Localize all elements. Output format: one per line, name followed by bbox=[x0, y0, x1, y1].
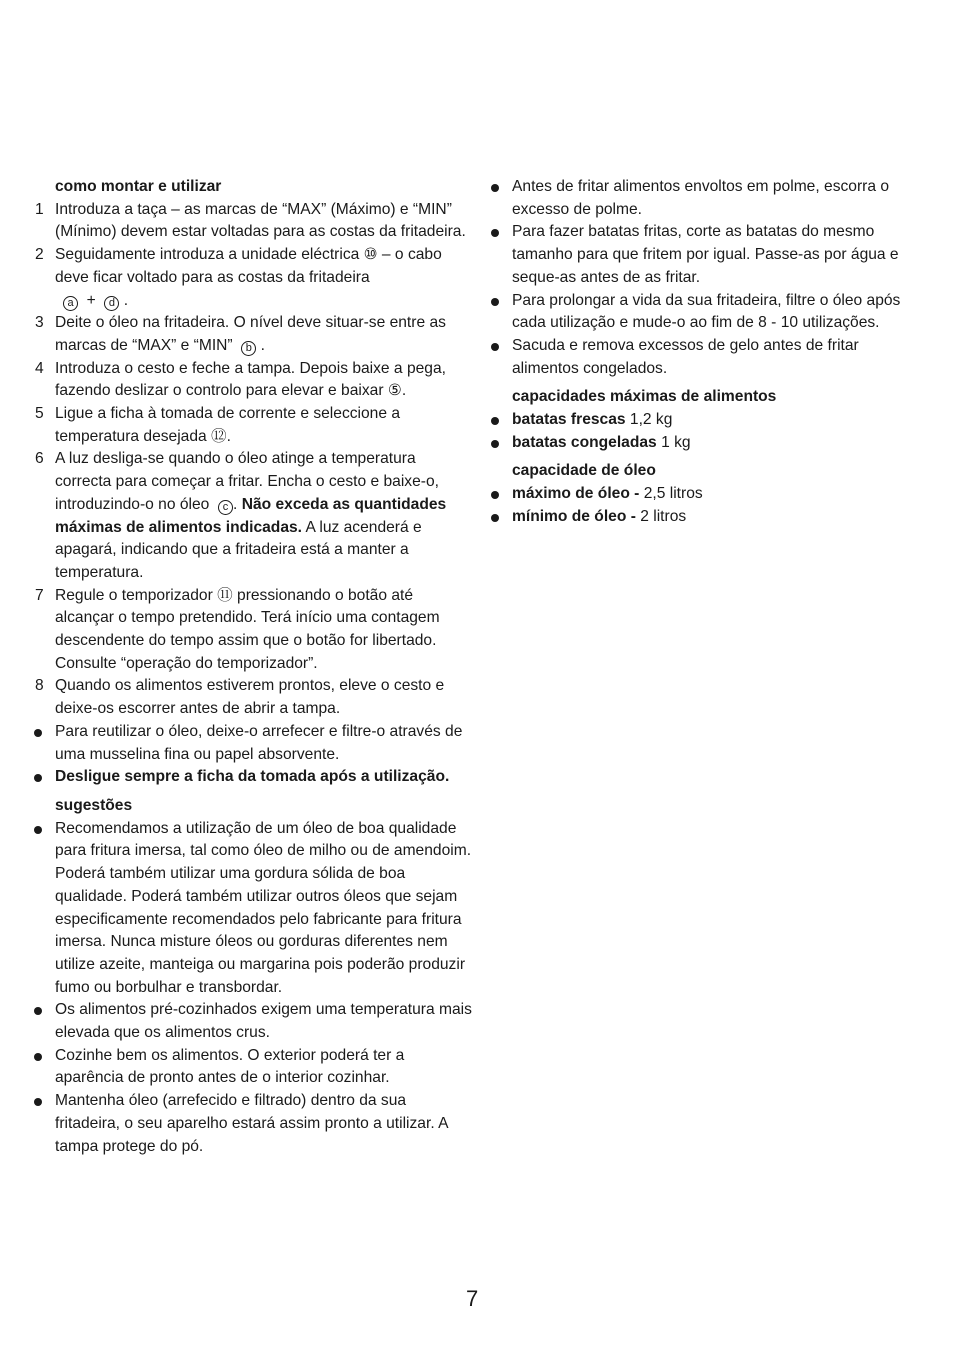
step-text: Introduza o cesto e feche a tampa. Depois baixe a pega, fazendo deslizar o controlo para elevar e baixar ⑤. bbox=[55, 359, 446, 400]
bullet-icon bbox=[34, 729, 42, 737]
list-item bbox=[490, 335, 922, 380]
bullet-text: Para fazer batatas fritas, corte as batatas do mesmo tamanho para que fritem por igual. Passe-as por água e seque-as antes de as fritar. bbox=[512, 223, 899, 286]
bullet-icon bbox=[491, 440, 499, 448]
bullet-text-warning: Desligue sempre a ficha da tomada após a utilização. bbox=[55, 768, 450, 786]
step-number: 1 bbox=[35, 200, 44, 218]
section-heading-assembly: como montar e utilizar bbox=[55, 178, 222, 195]
section-heading-tips: sugestões bbox=[55, 796, 133, 814]
oil-label: mínimo de óleo - bbox=[512, 507, 636, 525]
oil-capacity-list bbox=[490, 483, 922, 528]
oil-value: 2,5 litros bbox=[643, 485, 703, 503]
page-number: 7 bbox=[466, 1286, 479, 1311]
bullet-icon bbox=[491, 514, 499, 522]
tips-bullets-continued bbox=[490, 176, 922, 380]
section-heading-oil-capacity: capacidade de óleo bbox=[512, 462, 656, 480]
step-number: 5 bbox=[35, 405, 44, 423]
bullet-icon bbox=[491, 229, 499, 237]
list-item bbox=[33, 1045, 473, 1090]
list-item bbox=[33, 999, 473, 1044]
bullet-icon bbox=[34, 1053, 42, 1061]
step-2-symbols bbox=[33, 290, 473, 313]
tips-bullets bbox=[33, 818, 473, 1159]
step-7 bbox=[33, 585, 473, 676]
step-text: Regule o temporizador ⑪ pressionando o botão até alcançar o tempo pretendido. Terá início uma contagem descendente do tempo assim que o botão for libertado. Consulte “operação do temporizador”. bbox=[55, 586, 440, 672]
step-warning: Não exceda as quantidades máximas de alimentos indicadas. bbox=[55, 495, 447, 536]
step-text: Ligue a ficha à tomada de corrente e seleccione a temperatura desejada ⑫. bbox=[55, 405, 401, 445]
bullet-text: Para reutilizar o óleo, deixe-o arrefecer e filtre-o através de uma musselina fina ou papel absorvente. bbox=[55, 722, 463, 763]
bullet-icon bbox=[34, 774, 42, 782]
circled-d-icon: d bbox=[104, 296, 119, 311]
step-number: 2 bbox=[35, 246, 44, 264]
step-text: Quando os alimentos estiverem prontos, eleve o cesto e deixe-os escorrer antes de abrir a tampa. bbox=[55, 677, 445, 718]
step-number: 7 bbox=[35, 586, 44, 604]
bullet-text: Mantenha óleo (arrefecido e filtrado) dentro da sua fritadeira, o seu aparelho estará assim pronto a utilizar. A tampa protege do pó. bbox=[55, 1092, 448, 1155]
list-item bbox=[490, 176, 922, 221]
bullet-text: Cozinhe bem os alimentos. O exterior poderá ter a aparência de pronto antes de o interior cozinhar. bbox=[55, 1046, 405, 1087]
right-column bbox=[490, 176, 922, 529]
list-item bbox=[33, 766, 473, 789]
step-text: Seguidamente introduza a unidade eléctrica ⑩ – o cabo deve ficar voltado para as costas da fritadeira bbox=[55, 246, 442, 286]
list-item bbox=[490, 506, 922, 529]
capacity-label: batatas frescas bbox=[512, 411, 626, 429]
step-text-post: A luz acenderá e apagará, indicando que a fritadeira está a manter a temperatura. bbox=[55, 518, 422, 581]
list-item bbox=[33, 818, 473, 1000]
step-number: 3 bbox=[35, 314, 44, 332]
bullet-text: Sacuda e remova excessos de gelo antes de fritar alimentos congelados. bbox=[512, 336, 859, 377]
list-item bbox=[490, 409, 922, 432]
step-number: 6 bbox=[35, 450, 44, 468]
step-dot: . bbox=[233, 495, 238, 513]
circled-a-icon: a bbox=[63, 296, 78, 311]
circled-b-icon: b bbox=[241, 341, 256, 356]
step-4 bbox=[33, 358, 473, 403]
step-tail: . bbox=[123, 291, 129, 309]
food-capacity-list bbox=[490, 409, 922, 454]
bullet-text: Para prolongar a vida da sua fritadeira, filtre o óleo após cada utilização e mude-o ao fim de 8 - 10 utilizações. bbox=[512, 291, 901, 332]
list-item bbox=[490, 290, 922, 335]
step-number: 8 bbox=[35, 677, 44, 695]
step-5 bbox=[33, 403, 473, 448]
bullet-icon bbox=[34, 826, 42, 834]
plus-sign: + bbox=[86, 291, 96, 309]
bullet-icon bbox=[491, 343, 499, 351]
step-text: A luz desliga-se quando o óleo atinge a temperatura correcta para começar a fritar. Encha o cesto e baixe-o, introduzindo-o no óleo bbox=[55, 450, 439, 513]
capacity-value: 1,2 kg bbox=[629, 411, 673, 429]
step-8 bbox=[33, 675, 473, 720]
bullet-icon bbox=[491, 298, 499, 306]
list-item bbox=[33, 721, 473, 766]
bullet-text: Antes de fritar alimentos envoltos em polme, escorra o excesso de polme. bbox=[512, 178, 890, 218]
list-item bbox=[490, 483, 922, 506]
capacity-label: batatas congeladas bbox=[512, 433, 657, 451]
circled-c-icon: c bbox=[218, 500, 233, 515]
section-heading-food-capacity: capacidades máximas de alimentos bbox=[512, 388, 777, 406]
steps-list bbox=[33, 199, 473, 721]
oil-value: 2 litros bbox=[640, 507, 687, 525]
bullet-text: Os alimentos pré-cozinhados exigem uma temperatura mais elevada que os alimentos crus. bbox=[55, 1001, 472, 1042]
step-2 bbox=[33, 244, 473, 289]
bullet-icon bbox=[491, 184, 499, 192]
bullet-icon bbox=[491, 491, 499, 499]
bullet-icon bbox=[34, 1098, 42, 1106]
step-3 bbox=[33, 312, 473, 357]
bullet-text: Recomendamos a utilização de um óleo de boa qualidade para fritura imersa, tal como óleo de milho ou de amendoim. Poderá também utilizar uma gordura sólida de boa qualidade. Poderá também utilizar outros óleos que sejam especificamente recomendados pelo fabricante para fritura imersa. Nunca misture óleos ou gorduras diferentes nem utilize azeite, manteiga ou margarina pois poderão produzir fumo ou borbulhar e transbordar. bbox=[55, 819, 472, 996]
step-tail: . bbox=[260, 336, 265, 354]
step-6 bbox=[33, 448, 473, 584]
step-1 bbox=[33, 199, 473, 244]
step-number: 4 bbox=[35, 359, 44, 377]
left-column bbox=[33, 176, 473, 1158]
list-item bbox=[33, 1090, 473, 1158]
step-text: Deite o óleo na fritadeira. O nível deve situar-se entre as marcas de “MAX” e “MIN” bbox=[55, 314, 446, 354]
step-text: Introduza a taça – as marcas de “MAX” (Máximo) e “MIN” (Mínimo) devem estar voltadas para as costas da fritadeira. bbox=[55, 200, 466, 241]
capacity-value: 1 kg bbox=[661, 433, 691, 451]
list-item bbox=[490, 432, 922, 455]
bullet-icon bbox=[491, 417, 499, 425]
bullet-icon bbox=[34, 1007, 42, 1015]
list-item bbox=[490, 221, 922, 289]
oil-label: máximo de óleo - bbox=[512, 485, 640, 503]
usage-bullets bbox=[33, 721, 473, 789]
